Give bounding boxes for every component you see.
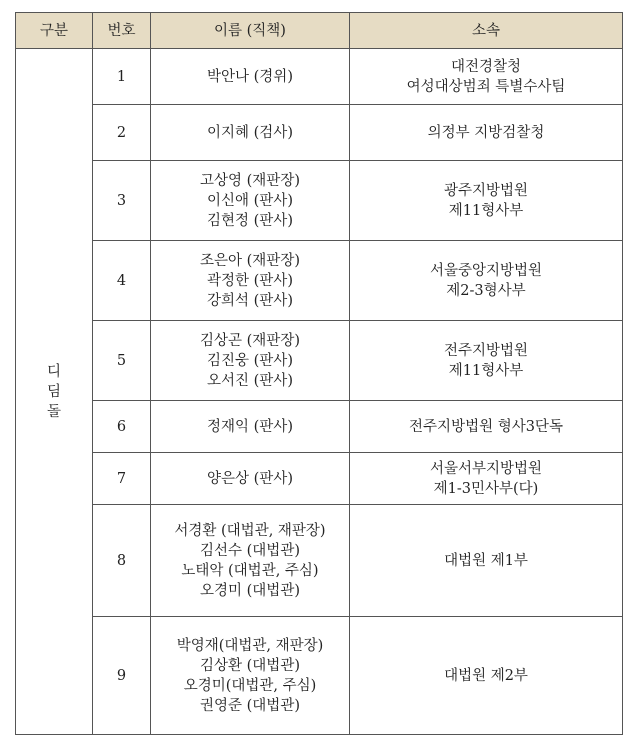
row-number: 4	[93, 241, 151, 321]
person-name: 서경환 (대법관, 재판장)	[174, 522, 326, 539]
row-names	[151, 505, 350, 617]
person-name: 양은상 (판사)	[207, 470, 293, 487]
affiliation-line: 의정부 지방검찰청	[427, 124, 545, 141]
row-number: 7	[93, 453, 151, 505]
row-names	[151, 617, 350, 735]
table-row	[16, 453, 623, 505]
person-name: 김현정 (판사)	[207, 212, 293, 229]
category-cell	[16, 49, 93, 735]
person-name: 박안나 (경위)	[207, 68, 293, 85]
row-number: 9	[93, 617, 151, 735]
row-affiliation	[350, 105, 623, 161]
category-char: 딤	[46, 383, 61, 400]
row-affiliation	[350, 49, 623, 105]
person-name: 오경미(대법관, 주심)	[183, 677, 317, 694]
person-name: 박영재(대법관, 재판장)	[176, 637, 324, 654]
person-name: 오서진 (판사)	[207, 372, 293, 389]
person-name: 김상환 (대법관)	[200, 657, 300, 674]
affiliation-line: 대전경찰청	[450, 58, 522, 75]
table-row	[16, 241, 623, 321]
person-name: 이신애 (판사)	[207, 192, 293, 209]
person-name: 정재익 (판사)	[207, 418, 293, 435]
category-char: 돌	[46, 403, 61, 420]
affiliation-line: 서울서부지방법원	[429, 460, 543, 477]
category-char: 디	[46, 363, 61, 380]
affiliation-line: 대법원 제2부	[444, 667, 528, 684]
row-names	[151, 49, 350, 105]
header-category: 구분	[16, 13, 93, 49]
row-names	[151, 401, 350, 453]
affiliation-line: 제11형사부	[448, 362, 524, 379]
header-name: 이름 (직책)	[151, 13, 350, 49]
table-row	[16, 321, 623, 401]
row-names	[151, 321, 350, 401]
affiliation-line: 제2-3형사부	[446, 282, 526, 299]
person-name: 노태악 (대법관, 주심)	[181, 562, 319, 579]
table-row	[16, 505, 623, 617]
person-name: 곽정한 (판사)	[207, 272, 293, 289]
row-affiliation	[350, 453, 623, 505]
person-name: 권영준 (대법관)	[200, 697, 300, 714]
header-row	[16, 13, 623, 49]
row-affiliation	[350, 401, 623, 453]
affiliation-line: 제11형사부	[448, 202, 524, 219]
row-names	[151, 161, 350, 241]
person-name: 김진웅 (판사)	[207, 352, 293, 369]
header-affiliation: 소속	[350, 13, 623, 49]
person-name: 김선수 (대법관)	[200, 542, 300, 559]
person-name: 오경미 (대법관)	[200, 582, 300, 599]
header-number: 번호	[93, 13, 151, 49]
affiliation-line: 제1-3민사부(다)	[433, 480, 539, 497]
table-row	[16, 105, 623, 161]
person-name: 강희석 (판사)	[207, 292, 293, 309]
row-affiliation	[350, 505, 623, 617]
row-number: 6	[93, 401, 151, 453]
affiliation-line: 여성대상범죄 특별수사팀	[406, 78, 566, 95]
row-number: 3	[93, 161, 151, 241]
affiliation-line: 전주지방법원	[443, 342, 529, 359]
table-row	[16, 49, 623, 105]
row-names	[151, 453, 350, 505]
table-row	[16, 161, 623, 241]
affiliation-line: 서울중앙지방법원	[429, 262, 543, 279]
row-names	[151, 241, 350, 321]
person-name: 김상곤 (재판장)	[200, 332, 300, 349]
person-name: 이지혜 (검사)	[207, 124, 293, 141]
row-affiliation	[350, 617, 623, 735]
roster-table	[15, 12, 623, 735]
row-names	[151, 105, 350, 161]
row-number: 5	[93, 321, 151, 401]
affiliation-line: 대법원 제1부	[444, 552, 528, 569]
table-row	[16, 617, 623, 735]
row-affiliation	[350, 321, 623, 401]
row-affiliation	[350, 161, 623, 241]
row-affiliation	[350, 241, 623, 321]
row-number: 8	[93, 505, 151, 617]
row-number: 1	[93, 49, 151, 105]
row-number: 2	[93, 105, 151, 161]
person-name: 고상영 (재판장)	[200, 172, 300, 189]
affiliation-line: 광주지방법원	[443, 182, 529, 199]
person-name: 조은아 (재판장)	[200, 252, 300, 269]
table-row	[16, 401, 623, 453]
affiliation-line: 전주지방법원 형사3단독	[409, 418, 563, 435]
